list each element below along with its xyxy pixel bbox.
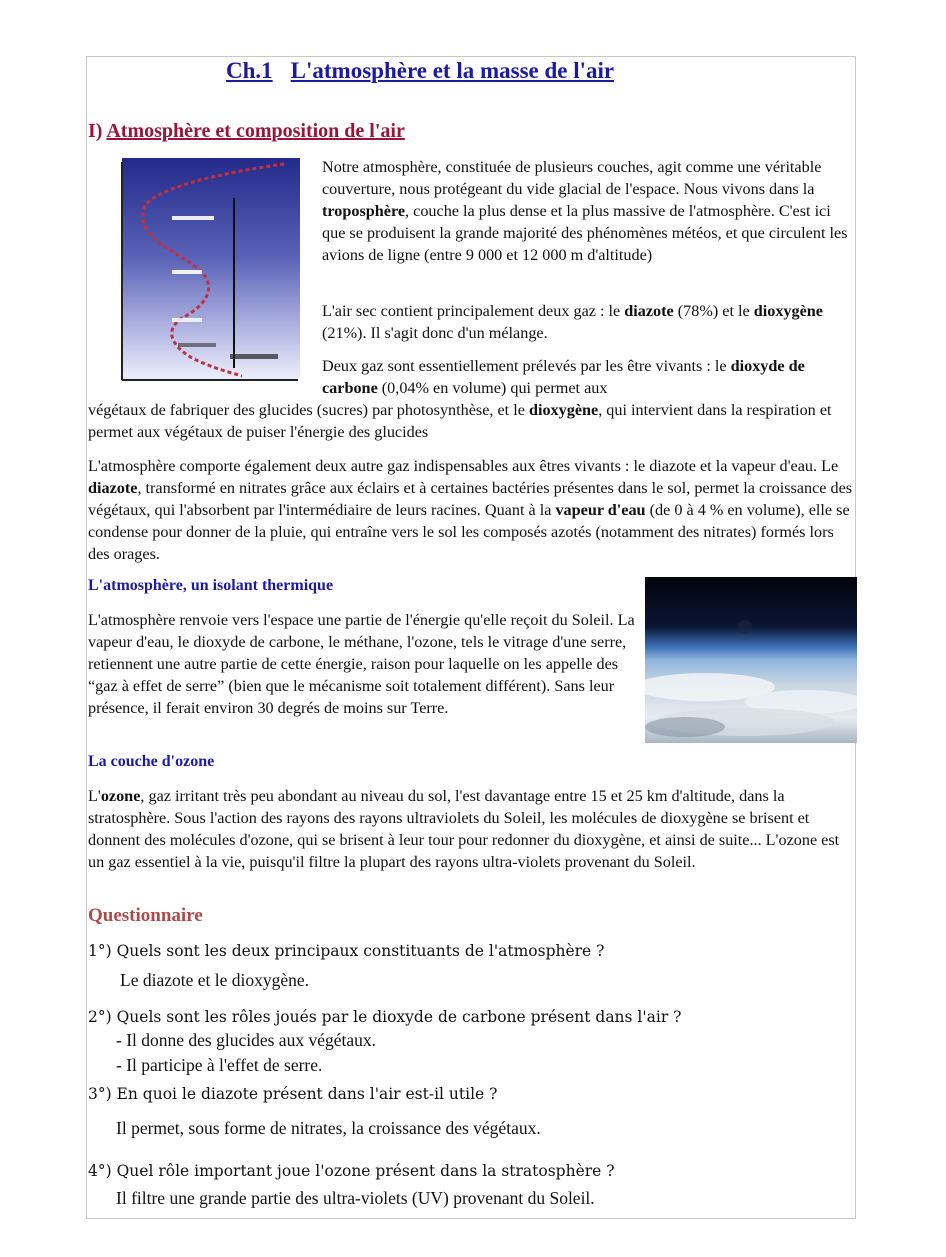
section-title: Atmosphère et composition de l'air [106,120,405,142]
composition-text-a: L'air sec contient principalement deux gaz : le [322,302,625,320]
co2-bold: dioxyde de carbone [322,357,805,397]
composition-text-d: (21%). Il s'agit donc d'un mélange. [322,324,548,342]
section-heading [88,120,405,143]
section-number: I) [88,120,103,142]
nitrogen-text-a: L'atmosphère comporte également deux autre gaz indispensables aux êtres vivants : le diazote et la vapeur d'eau. Le [88,457,839,475]
subheading-ozone: La couche d'ozone [88,753,215,770]
paragraph-gases-line1 [322,355,852,399]
subheading-thermal: L'atmosphère, un isolant thermique [88,577,334,594]
paragraph-composition [322,300,852,344]
question-4: 4°) Quel rôle important joue l'ozone présent dans la stratosphère ? [88,1162,615,1180]
earth-atmosphere-photo [645,577,857,743]
paragraph-gases-line2 [88,399,853,443]
ozone-text-a: L' [88,787,101,805]
chapter-title: L'atmosphère et la masse de l'air [290,58,615,83]
composition-text-c: (78%) et le [673,302,754,320]
vapeur-bold: vapeur d'eau [555,501,646,519]
question-2: 2°) Quels sont les rôles joués par le dioxyde de carbone présent dans l'air ? [88,1008,682,1026]
paragraph-intro [322,156,852,266]
chapter-number: Ch.1 [226,58,273,83]
gases-text-c: (0,04% en volume) qui permet aux [377,379,608,397]
dioxygene-bold: dioxygène [753,302,823,320]
paragraph-nitrogen [88,455,853,565]
paragraph-ozone [88,785,858,873]
answer-3: Il permet, sous forme de nitrates, la croissance des végétaux. [116,1118,541,1138]
gases-text-a: Deux gaz sont essentiellement prélevés par les être vivants : le [322,357,731,375]
answer-4: Il filtre une grande partie des ultra-violets (UV) provenant du Soleil. [116,1188,595,1208]
nitrogen-text-d: (de 0 à 4 % en volume), elle se condense pour donner de la pluie, qui entraîne vers le sol les composés azotés (notamment des nitrates) formés lors des orages. [88,501,850,563]
gases-text-e: , qui intervient dans la respiration et permet aux végétaux de puiser l'énergie des glucides [88,401,832,441]
page-title [226,58,614,84]
ozone-bold: ozone [100,787,141,805]
intro-text: Notre atmosphère, constituée de plusieurs couches, agit comme une véritable couverture, nous protégeant du vide glacial de l'espace. Nous vivons dans la [322,158,822,198]
nitrogen-text-c: , transformé en nitrates grâce aux éclairs et à certaines bactéries présentes dans le sol, permet la croissance des végétaux, qui l'absorbent par l'intermédiaire de leurs racines. Quant à la [88,479,853,519]
diazote-bold-2: diazote [88,479,138,497]
question-1: 1°) Quels sont les deux principaux constituants de l'atmosphère ? [88,942,605,960]
intro-text-end: , couche la plus dense et la plus massive de l'atmosphère. C'est ici que se produisent la grande majorité des phénomènes météos, et que circulent les avions de ligne (entre 9 000 et 12 000 m d'altitude) [322,202,848,264]
dioxygene-bold-2: dioxygène [528,401,599,419]
gases-text-d: végétaux de fabriquer des glucides (sucres) par photosynthèse, et le [88,401,529,419]
answer-2a: - Il donne des glucides aux végétaux. [116,1030,376,1050]
ozone-text-c: , gaz irritant très peu abondant au niveau du sol, l'est davantage entre 15 et 25 km d'altitude, dans la stratosphère. Sous l'action des rayons des rayons ultraviolets du Soleil, les molécules de dioxygène se brisent et donnent des molécules d'ozone, qui se brisent à leur tour pour redonner du dioxygène, et ainsi de suite... L'ozone est un gaz essentiel à la vie, puisqu'il filtre la plupart des rayons ultra-violets provenant du Soleil. [88,787,840,871]
atmosphere-temperature-profile-image [112,158,300,388]
diazote-bold: diazote [624,302,674,320]
questionnaire-heading: Questionnaire [88,905,203,926]
answer-2b: - Il participe à l'effet de serre. [116,1055,323,1075]
question-3: 3°) En quoi le diazote présent dans l'air est-il utile ? [88,1085,498,1103]
intro-bold: troposphère [322,202,406,220]
answer-1: Le diazote et le dioxygène. [120,970,310,990]
paragraph-thermal: L'atmosphère renvoie vers l'espace une partie de l'énergie qu'elle reçoit du Soleil. La vapeur d'eau, le dioxyde de carbone, le méthane, l'ozone, tels le vitrage d'une serre, retiennent une autre partie de cette énergie, raison pour laquelle on les appelle des “gaz à effet de serre” (bien que le mécanisme soit totalement différent). Sans leur présence, il ferait environ 30 degrés de moins sur Terre. [88,611,635,717]
